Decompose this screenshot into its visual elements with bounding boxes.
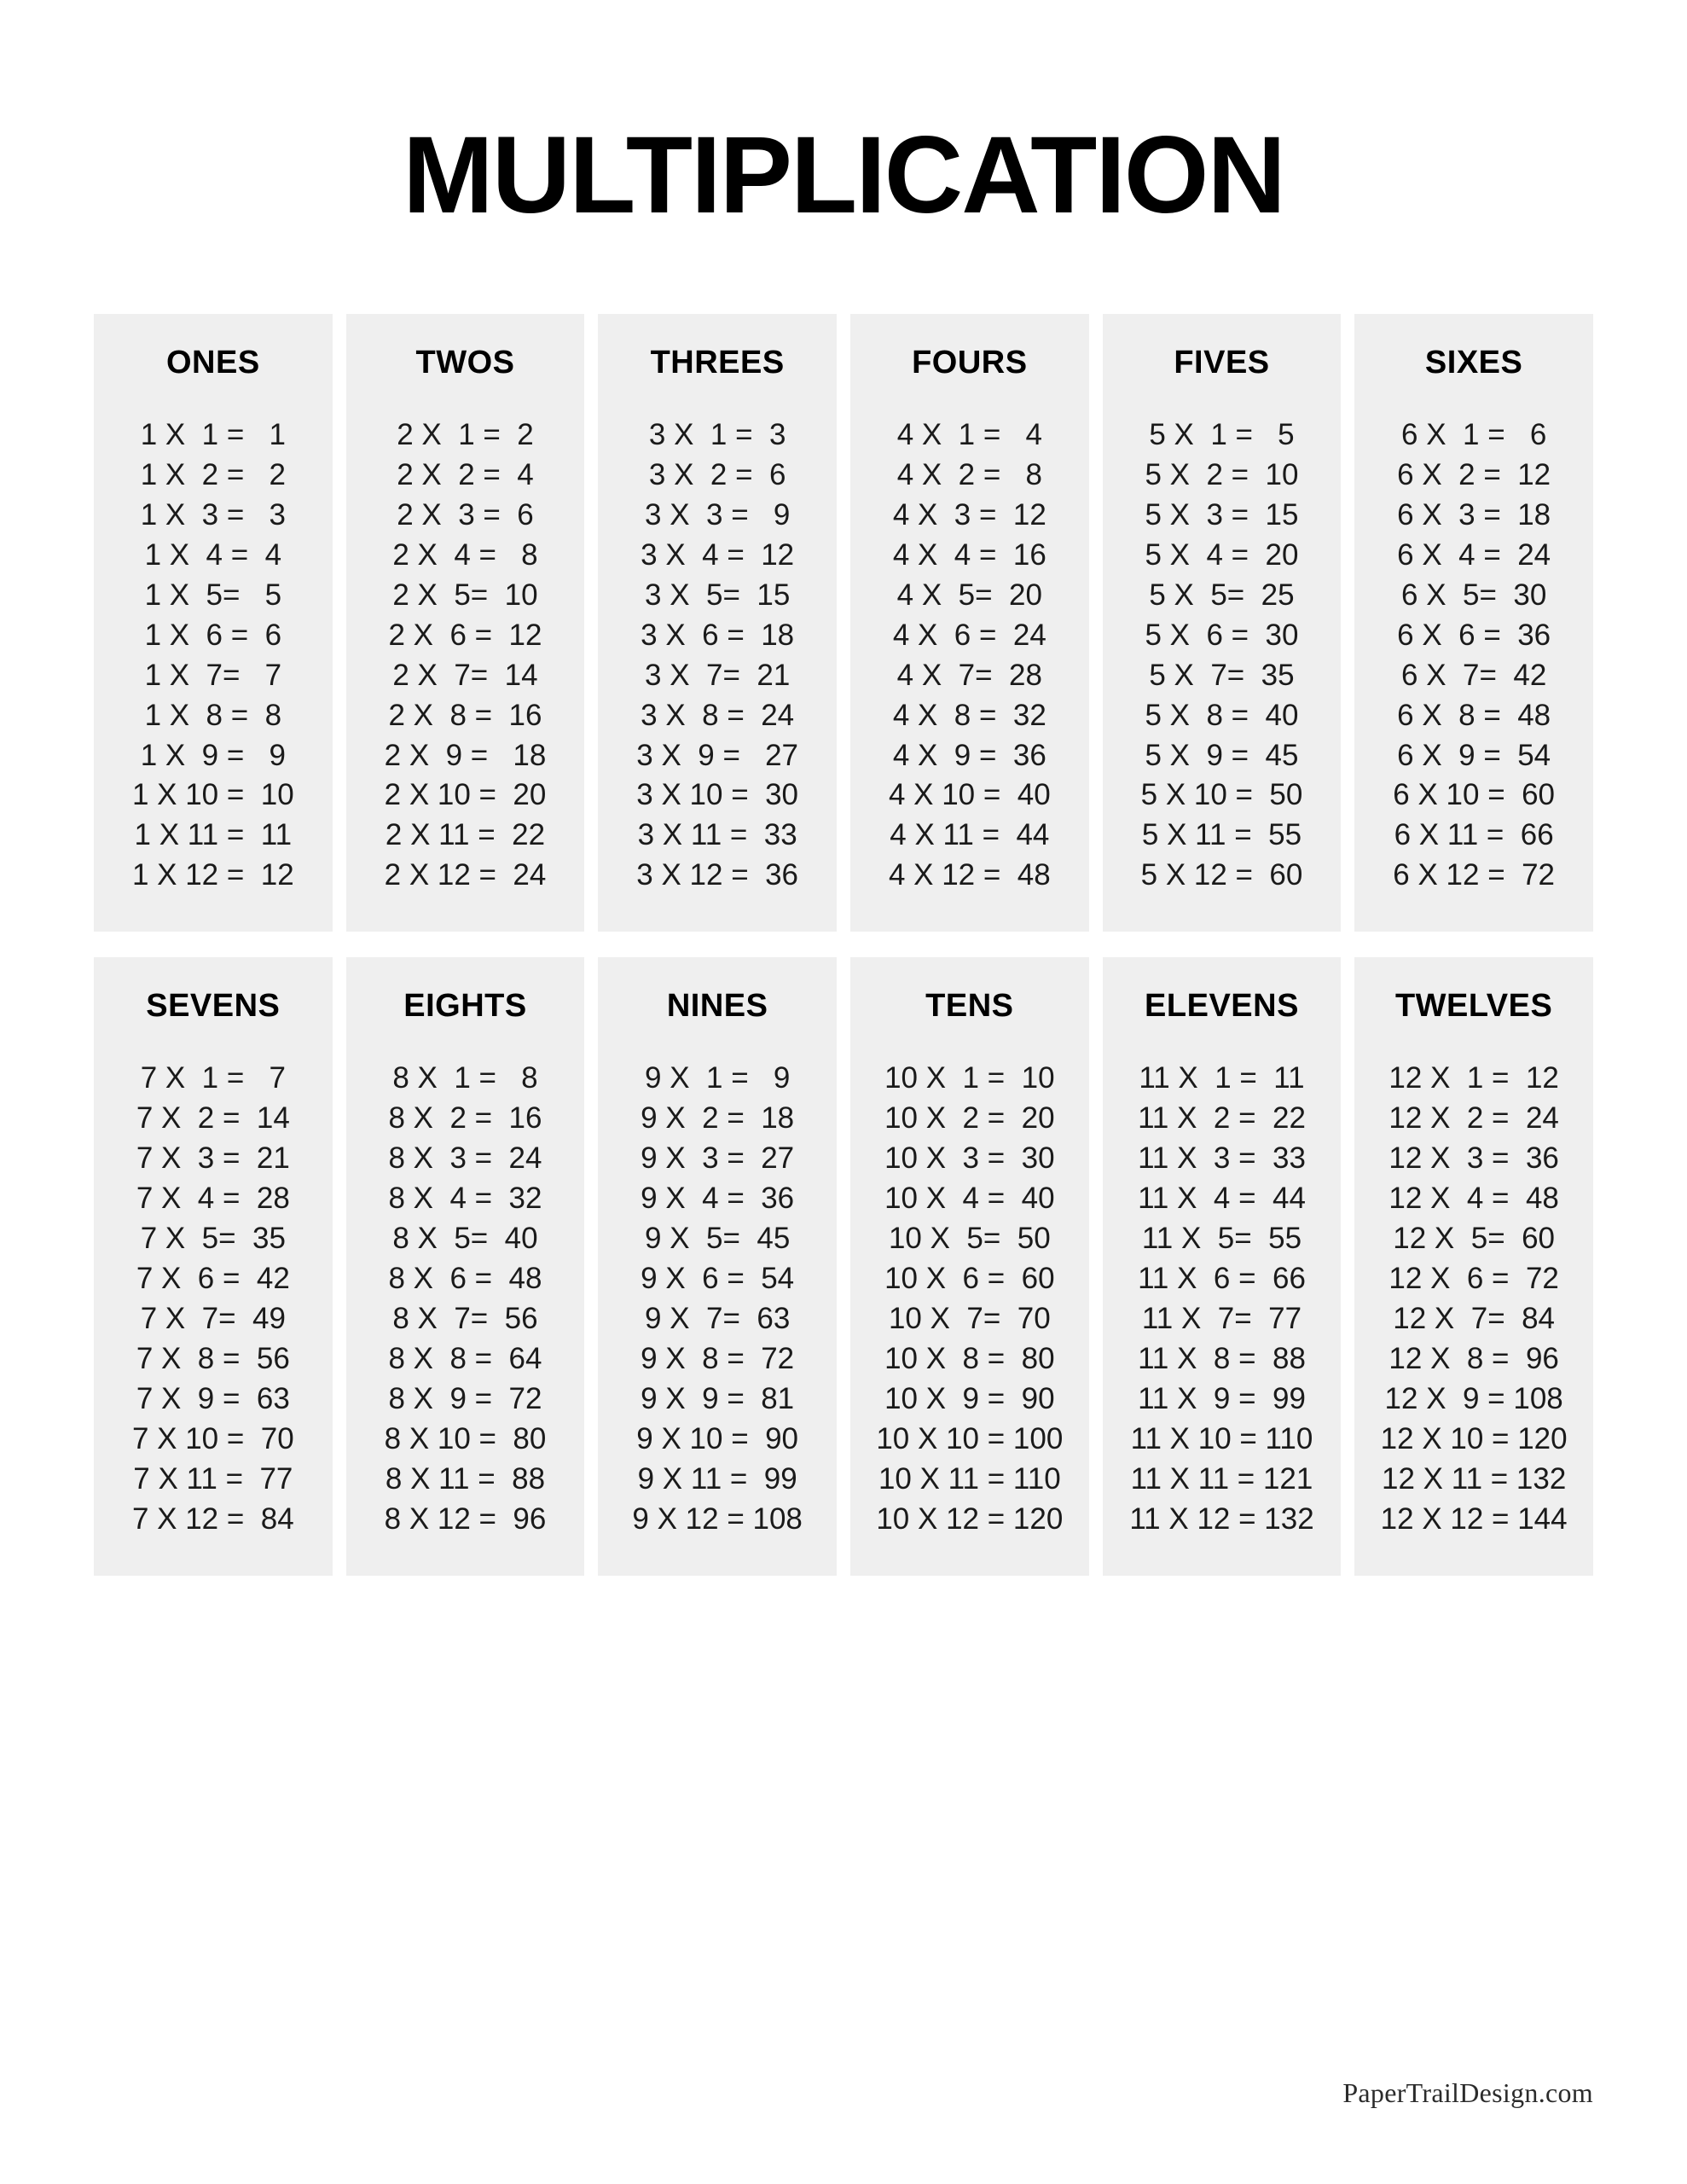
- table-row: 4 X 10 = 40: [888, 778, 1051, 812]
- table-row: 2 X 4 = 8: [392, 537, 538, 572]
- table-row: 12 X 6 = 72: [1388, 1261, 1559, 1295]
- table-row: 4 X 1 = 4: [896, 418, 1042, 451]
- table-row: 6 X 9 = 54: [1397, 738, 1551, 772]
- table-rows: [859, 1059, 1081, 1539]
- table-heading: ONES: [165, 345, 260, 380]
- table-row: 5 X 5= 25: [1149, 578, 1295, 612]
- table-row: 7 X 9 = 63: [136, 1381, 290, 1415]
- table-row: 1 X 2 = 2: [140, 457, 286, 491]
- table-row: 8 X 8 = 64: [388, 1341, 542, 1375]
- table-row: 10 X 3 = 30: [884, 1141, 1055, 1176]
- table-row: 7 X 5= 35: [140, 1222, 286, 1255]
- table-rows: [606, 1059, 828, 1539]
- table-row: 4 X 2 = 8: [896, 457, 1042, 491]
- table-rows: [355, 415, 577, 896]
- table-row: 8 X 4 = 32: [388, 1182, 542, 1216]
- table-row: 9 X 9 = 81: [641, 1381, 795, 1415]
- table-row: 6 X 3 = 18: [1397, 497, 1551, 531]
- table-row: 7 X 12 = 84: [131, 1502, 294, 1536]
- table-row: 5 X 3 = 15: [1145, 497, 1299, 531]
- table-row: 6 X 7= 42: [1401, 658, 1547, 692]
- table-row: 6 X 1 = 6: [1401, 418, 1547, 451]
- table-rows: [102, 415, 324, 896]
- table-row: 6 X 12 = 72: [1393, 858, 1556, 892]
- table-row: 5 X 6 = 30: [1145, 618, 1299, 652]
- table-card-ones: [94, 314, 333, 932]
- table-row: 6 X 6 = 36: [1397, 618, 1551, 652]
- table-row: 3 X 4 = 12: [641, 537, 795, 572]
- table-row: 12 X 4 = 48: [1388, 1182, 1559, 1216]
- table-row: 11 X 3 = 33: [1138, 1141, 1306, 1176]
- table-heading: SEVENS: [146, 988, 281, 1025]
- table-card-threes: [598, 314, 837, 932]
- table-rows: [355, 1059, 577, 1539]
- table-row: 5 X 8 = 40: [1145, 698, 1299, 732]
- table-card-sixes: [1354, 314, 1593, 932]
- table-row: 5 X 7= 35: [1149, 658, 1295, 692]
- table-row: 2 X 5= 10: [392, 578, 538, 612]
- table-row: 1 X 10 = 10: [131, 778, 294, 812]
- table-row: 11 X 12 = 132: [1129, 1502, 1314, 1536]
- table-row: 2 X 10 = 20: [384, 778, 547, 812]
- table-row: 12 X 11 = 132: [1381, 1461, 1567, 1496]
- table-row: 7 X 1 = 7: [140, 1061, 286, 1095]
- table-row: 12 X 9 = 108: [1384, 1381, 1563, 1415]
- table-row: 11 X 2 = 22: [1138, 1101, 1306, 1136]
- table-row: 12 X 5= 60: [1393, 1222, 1556, 1255]
- table-row: 2 X 9 = 18: [384, 738, 547, 772]
- table-row: 6 X 8 = 48: [1397, 698, 1551, 732]
- table-card-sevens: [94, 957, 333, 1575]
- table-rows: [1111, 415, 1333, 896]
- table-row: 4 X 9 = 36: [892, 738, 1046, 772]
- table-row: 9 X 6 = 54: [641, 1261, 795, 1295]
- table-heading: FOURS: [912, 345, 1028, 380]
- table-row: 1 X 1 = 1: [140, 418, 286, 451]
- table-row: 10 X 2 = 20: [884, 1101, 1055, 1136]
- table-row: 8 X 1 = 8: [392, 1061, 538, 1095]
- table-rows: [859, 415, 1081, 896]
- table-row: 12 X 12 = 144: [1380, 1502, 1568, 1536]
- table-row: 3 X 8 = 24: [641, 698, 795, 732]
- table-rows: [1363, 415, 1585, 896]
- table-heading: SIXES: [1424, 345, 1523, 380]
- table-heading: TWELVES: [1394, 988, 1553, 1025]
- table-row: 7 X 10 = 70: [131, 1421, 294, 1455]
- table-row: 3 X 1 = 3: [648, 418, 786, 451]
- table-rows: [1111, 1059, 1333, 1539]
- table-row: 10 X 5= 50: [888, 1222, 1051, 1255]
- table-row: 9 X 3 = 27: [641, 1141, 795, 1176]
- table-row: 2 X 2 = 4: [397, 457, 534, 491]
- table-row: 10 X 12 = 120: [876, 1502, 1064, 1536]
- table-row: 1 X 12 = 12: [131, 858, 294, 892]
- table-row: 9 X 10 = 90: [636, 1421, 799, 1455]
- table-row: 5 X 1 = 5: [1149, 418, 1295, 451]
- table-row: 2 X 6 = 12: [388, 618, 542, 652]
- table-row: 10 X 8 = 80: [884, 1341, 1055, 1375]
- table-row: 11 X 5= 55: [1141, 1222, 1302, 1255]
- table-row: 2 X 3 = 6: [397, 497, 534, 531]
- table-row: 9 X 4 = 36: [641, 1182, 795, 1216]
- table-row: 10 X 4 = 40: [884, 1182, 1055, 1216]
- table-row: 1 X 6 = 6: [144, 618, 282, 652]
- table-row: 1 X 5= 5: [144, 578, 282, 612]
- table-row: 11 X 1 = 11: [1139, 1061, 1305, 1095]
- table-row: 5 X 2 = 10: [1145, 457, 1299, 491]
- table-row: 6 X 11 = 66: [1394, 818, 1554, 852]
- table-card-nines: [598, 957, 837, 1575]
- table-rows: [1363, 1059, 1585, 1539]
- table-row: 3 X 10 = 30: [636, 778, 799, 812]
- table-row: 11 X 4 = 44: [1138, 1182, 1306, 1216]
- table-row: 8 X 6 = 48: [388, 1261, 542, 1295]
- table-row: 6 X 4 = 24: [1397, 537, 1551, 572]
- table-row: 12 X 8 = 96: [1388, 1341, 1559, 1375]
- table-row: 3 X 11 = 33: [637, 818, 797, 852]
- table-row: 9 X 11 = 99: [637, 1461, 797, 1496]
- table-row: 8 X 10 = 80: [384, 1421, 547, 1455]
- table-row: 10 X 10 = 100: [876, 1421, 1064, 1455]
- table-row: 2 X 8 = 16: [388, 698, 542, 732]
- table-row: 7 X 6 = 42: [136, 1261, 290, 1295]
- table-row: 2 X 11 = 22: [385, 818, 546, 852]
- table-heading: FIVES: [1174, 345, 1270, 380]
- table-rows: [102, 1059, 324, 1539]
- table-heading: ELEVENS: [1145, 988, 1299, 1025]
- site-credit: PaperTrailDesign.com: [1342, 2077, 1593, 2108]
- table-row: 8 X 12 = 96: [384, 1502, 547, 1536]
- table-heading: EIGHTS: [403, 988, 527, 1025]
- table-row: 7 X 2 = 14: [136, 1101, 290, 1136]
- table-row: 9 X 12 = 108: [632, 1502, 803, 1536]
- table-row: 3 X 7= 21: [645, 658, 791, 692]
- table-row: 11 X 6 = 66: [1138, 1261, 1306, 1295]
- table-row: 9 X 1 = 9: [645, 1061, 791, 1095]
- table-row: 10 X 9 = 90: [884, 1381, 1055, 1415]
- table-row: 1 X 3 = 3: [140, 497, 286, 531]
- table-row: 12 X 3 = 36: [1388, 1141, 1559, 1176]
- table-row: 10 X 1 = 10: [884, 1061, 1055, 1095]
- table-card-twos: [346, 314, 585, 932]
- table-row: 11 X 8 = 88: [1138, 1341, 1306, 1375]
- table-row: 1 X 7= 7: [144, 658, 282, 692]
- table-row: 3 X 2 = 6: [648, 457, 786, 491]
- table-row: 4 X 8 = 32: [892, 698, 1046, 732]
- table-rows: [606, 415, 828, 896]
- table-card-fives: [1103, 314, 1342, 932]
- table-row: 4 X 3 = 12: [892, 497, 1046, 531]
- table-row: 4 X 7= 28: [896, 658, 1042, 692]
- table-row: 12 X 1 = 12: [1388, 1061, 1559, 1095]
- table-row: 5 X 12 = 60: [1140, 858, 1303, 892]
- table-row: 8 X 9 = 72: [388, 1381, 542, 1415]
- table-row: 6 X 5= 30: [1401, 578, 1547, 612]
- table-row: 9 X 2 = 18: [641, 1101, 795, 1136]
- table-row: 7 X 3 = 21: [136, 1141, 290, 1176]
- table-heading: THREES: [650, 345, 785, 380]
- table-row: 3 X 9 = 27: [636, 738, 799, 772]
- table-row: 4 X 11 = 44: [890, 818, 1050, 852]
- table-row: 6 X 10 = 60: [1393, 778, 1556, 812]
- table-row: 11 X 9 = 99: [1138, 1381, 1306, 1415]
- table-row: 4 X 5= 20: [896, 578, 1042, 612]
- table-card-elevens: [1103, 957, 1342, 1575]
- table-row: 12 X 2 = 24: [1388, 1101, 1559, 1136]
- table-row: 11 X 7= 77: [1141, 1301, 1302, 1335]
- table-row: 10 X 6 = 60: [884, 1261, 1055, 1295]
- table-row: 2 X 12 = 24: [384, 858, 547, 892]
- table-row: 7 X 4 = 28: [136, 1182, 290, 1216]
- table-row: 1 X 9 = 9: [140, 738, 286, 772]
- table-row: 1 X 8 = 8: [144, 698, 282, 732]
- table-row: 2 X 1 = 2: [397, 418, 534, 451]
- table-heading: NINES: [666, 988, 768, 1025]
- table-card-eights: [346, 957, 585, 1575]
- table-row: 7 X 11 = 77: [133, 1461, 293, 1496]
- table-row: 5 X 10 = 50: [1140, 778, 1303, 812]
- table-row: 5 X 11 = 55: [1141, 818, 1302, 852]
- table-heading: TWOS: [415, 345, 515, 380]
- table-row: 3 X 6 = 18: [641, 618, 795, 652]
- table-row: 9 X 8 = 72: [641, 1341, 795, 1375]
- table-card-twelves: [1354, 957, 1593, 1575]
- table-row: 10 X 7= 70: [888, 1301, 1051, 1335]
- table-row: 8 X 5= 40: [392, 1222, 538, 1255]
- table-row: 6 X 2 = 12: [1397, 457, 1551, 491]
- table-row: 8 X 7= 56: [392, 1301, 538, 1335]
- table-row: 8 X 11 = 88: [385, 1461, 546, 1496]
- table-row: 12 X 7= 84: [1393, 1301, 1556, 1335]
- table-row: 7 X 7= 49: [140, 1301, 286, 1335]
- table-row: 4 X 6 = 24: [892, 618, 1046, 652]
- table-row: 8 X 3 = 24: [388, 1141, 542, 1176]
- table-card-fours: [850, 314, 1089, 932]
- table-row: 9 X 7= 63: [645, 1301, 791, 1335]
- table-row: 8 X 2 = 16: [388, 1101, 542, 1136]
- page-title: MULTIPLICATION: [403, 114, 1284, 236]
- table-row: 7 X 8 = 56: [136, 1341, 290, 1375]
- table-heading: TENS: [925, 988, 1014, 1025]
- table-row: 1 X 11 = 11: [134, 818, 293, 852]
- table-card-tens: [850, 957, 1089, 1575]
- table-row: 5 X 4 = 20: [1145, 537, 1299, 572]
- table-row: 3 X 12 = 36: [636, 858, 799, 892]
- table-row: 9 X 5= 45: [645, 1222, 791, 1255]
- table-row: 10 X 11 = 110: [878, 1461, 1061, 1496]
- table-row: 1 X 4 = 4: [144, 537, 282, 572]
- table-row: 11 X 10 = 110: [1130, 1421, 1313, 1455]
- table-row: 4 X 4 = 16: [892, 537, 1046, 572]
- table-row: 2 X 7= 14: [392, 658, 538, 692]
- table-row: 4 X 12 = 48: [888, 858, 1051, 892]
- table-row: 11 X 11 = 121: [1130, 1461, 1313, 1496]
- table-row: 3 X 3 = 9: [645, 497, 791, 531]
- tables-grid: [0, 314, 1687, 1576]
- table-row: 5 X 9 = 45: [1145, 738, 1299, 772]
- table-row: 3 X 5= 15: [645, 578, 791, 612]
- table-row: 12 X 10 = 120: [1380, 1421, 1568, 1455]
